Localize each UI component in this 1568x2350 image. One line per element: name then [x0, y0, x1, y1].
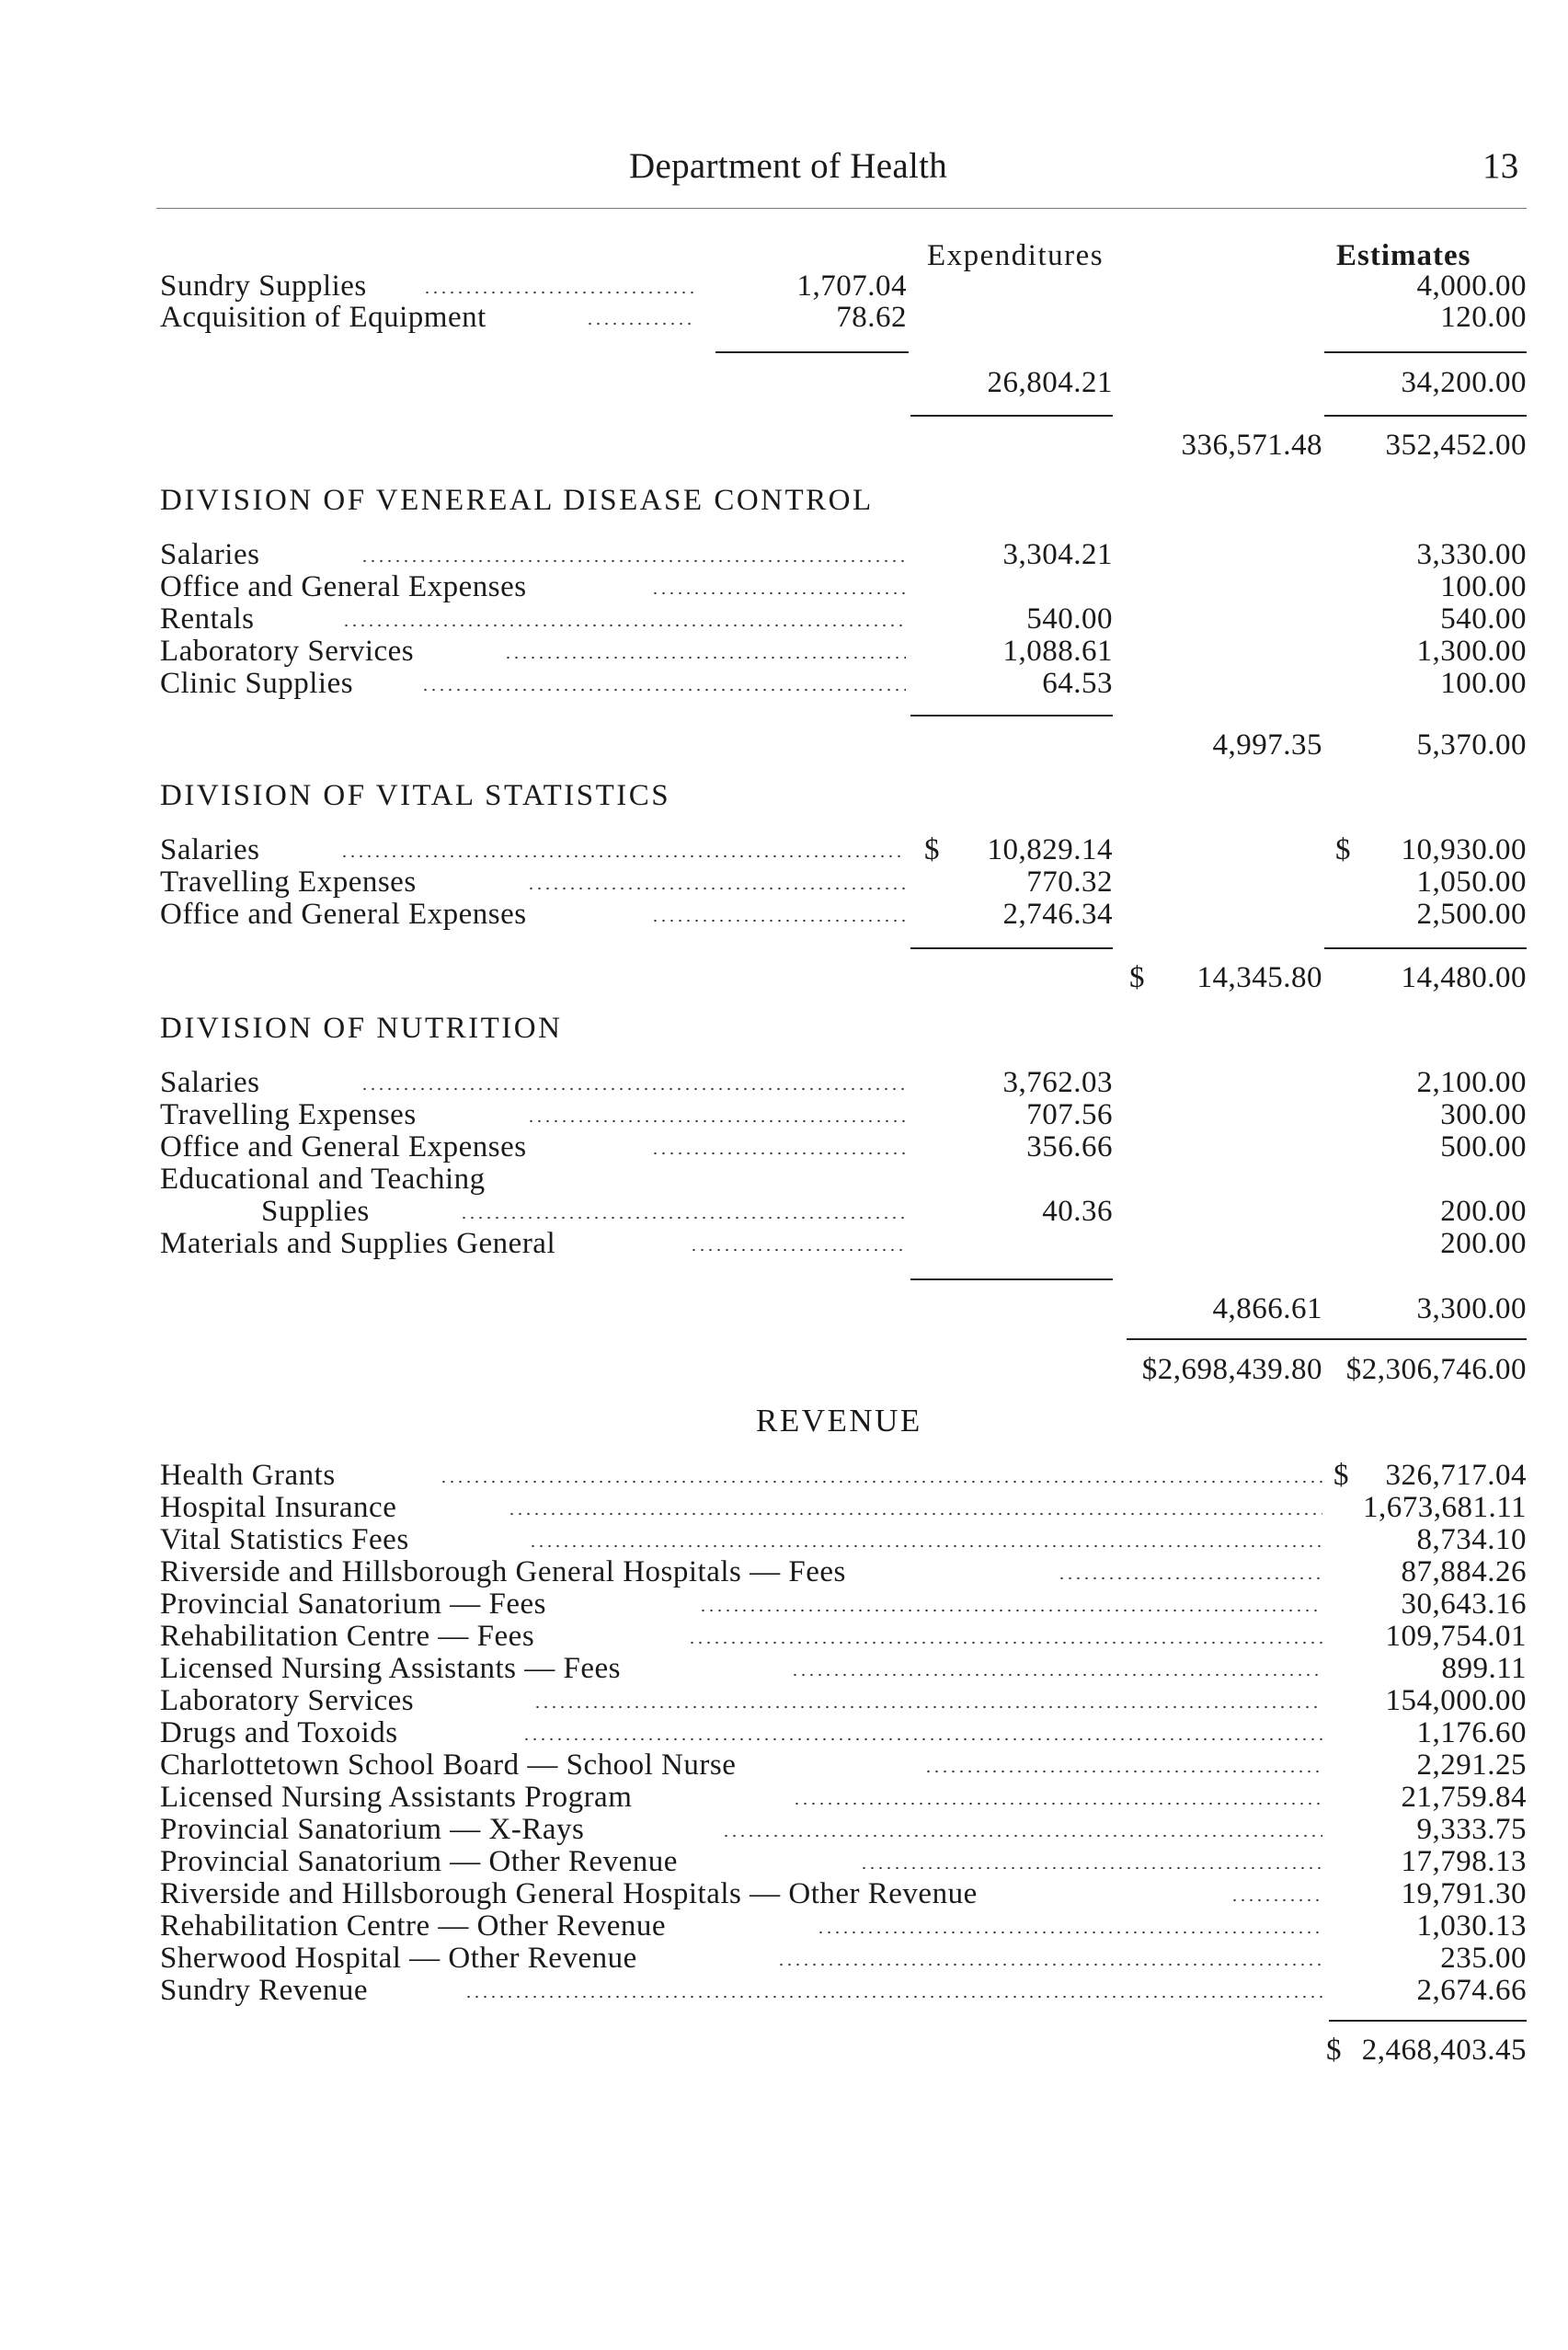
dot-leader: [651, 919, 906, 923]
grand-total-rule: [1127, 1338, 1527, 1340]
revenue-item-label: Provincial Sanatorium — Fees: [160, 1588, 547, 1621]
expenditures-column-header: Expenditures: [927, 239, 1104, 272]
line-item-label: Office and General Expenses: [160, 1130, 527, 1164]
dot-leader: [361, 1087, 906, 1091]
estimate-amount: 2,500.00: [1416, 898, 1527, 931]
subtotal-estimate: 34,200.00: [1401, 366, 1527, 399]
revenue-item-label: Licensed Nursing Assistants — Fees: [160, 1652, 621, 1685]
dot-leader: [340, 854, 906, 858]
division-title: DIVISION OF VITAL STATISTICS: [160, 779, 671, 812]
revenue-item-label: Health Grants: [160, 1459, 336, 1492]
revenue-item-label: Charlottetown School Board — School Nurse: [160, 1748, 737, 1782]
dot-leader: [817, 1931, 1322, 1934]
currency-symbol: $: [924, 833, 940, 866]
division-title: DIVISION OF NUTRITION: [160, 1012, 563, 1045]
expenditure-amount: 10,829.14: [987, 833, 1113, 866]
dot-leader: [342, 624, 906, 627]
revenue-amount: 109,754.01: [1385, 1620, 1527, 1653]
dot-leader: [924, 1770, 1322, 1773]
revenue-amount: 2,291.25: [1416, 1748, 1527, 1782]
grand-total-expenditure: $2,698,439.80: [1141, 1353, 1322, 1386]
estimate-amount: 2,100.00: [1416, 1066, 1527, 1099]
revenue-item-label: Rehabilitation Centre — Other Revenue: [160, 1909, 667, 1943]
line-item-label: Travelling Expenses: [160, 865, 417, 899]
revenue-amount: 8,734.10: [1416, 1523, 1527, 1556]
dot-leader: [791, 1673, 1322, 1677]
line-item-label: Rentals: [160, 602, 255, 636]
expenditure-amount: 64.53: [1042, 667, 1113, 700]
dot-leader: [504, 656, 906, 659]
revenue-item-label: Vital Statistics Fees: [160, 1523, 409, 1556]
expenditure-amount: 3,304.21: [1002, 538, 1113, 571]
header-rule: [156, 208, 1527, 209]
revenue-amount: 87,884.26: [1401, 1555, 1527, 1588]
total-rule: [910, 1278, 1113, 1280]
dot-leader: [688, 1641, 1322, 1645]
page-title: Department of Health: [629, 146, 948, 186]
line-item-label: Salaries: [160, 538, 260, 571]
division-total-estimate: 14,480.00: [1401, 961, 1527, 994]
estimate-amount: 1,300.00: [1416, 635, 1527, 668]
division-total-expenditure: 4,997.35: [1212, 728, 1322, 762]
estimate-amount: 4,000.00: [1416, 269, 1527, 303]
revenue-amount: 1,176.60: [1416, 1716, 1527, 1749]
sub-amount: 1,707.04: [796, 269, 907, 303]
estimate-amount: 500.00: [1440, 1130, 1527, 1164]
expenditure-amount: 3,762.03: [1002, 1066, 1113, 1099]
estimate-amount: 100.00: [1440, 667, 1527, 700]
dot-leader: [527, 887, 906, 890]
line-item-label: Office and General Expenses: [160, 570, 527, 603]
expenditure-amount: 40.36: [1042, 1195, 1113, 1228]
revenue-amount: 1,673,681.11: [1362, 1491, 1527, 1524]
division-total-estimate: 5,370.00: [1416, 728, 1527, 762]
total-rule: [910, 947, 1113, 949]
dot-leader: [440, 1480, 1322, 1484]
subtotal-expenditure: 26,804.21: [987, 366, 1113, 399]
revenue-amount: 2,674.66: [1416, 1974, 1527, 2007]
estimates-column-header: Estimates: [1336, 239, 1471, 272]
dot-leader: [529, 1544, 1322, 1548]
division-total-estimate: 352,452.00: [1385, 429, 1527, 462]
currency-symbol: $: [1129, 961, 1145, 994]
dot-leader: [508, 1512, 1322, 1516]
dot-leader: [586, 322, 696, 326]
revenue-item-label: Riverside and Hillsborough General Hospitals — Fees: [160, 1555, 846, 1588]
revenue-item-label: Riverside and Hillsborough General Hospitals — Other Revenue: [160, 1877, 978, 1910]
dot-leader: [464, 1995, 1322, 1999]
dot-leader: [460, 1216, 906, 1220]
expenditure-amount: 356.66: [1026, 1130, 1113, 1164]
line-item-label: Office and General Expenses: [160, 898, 527, 931]
revenue-item-label: Hospital Insurance: [160, 1491, 397, 1524]
estimate-amount: 10,930.00: [1401, 833, 1527, 866]
dot-leader: [651, 1152, 906, 1155]
subtotal-rule: [1324, 351, 1527, 353]
division-total-expenditure: 14,345.80: [1196, 961, 1322, 994]
dot-leader: [522, 1737, 1322, 1741]
dot-leader: [793, 1802, 1322, 1805]
division-total-estimate: 3,300.00: [1416, 1292, 1527, 1325]
line-item-label: Salaries: [160, 833, 260, 866]
dot-leader: [1058, 1576, 1322, 1580]
line-item-label: Materials and Supplies General: [160, 1227, 556, 1260]
dot-leader: [860, 1866, 1322, 1870]
revenue-item-label: Drugs and Toxoids: [160, 1716, 398, 1749]
estimate-amount: 300.00: [1440, 1098, 1527, 1131]
revenue-item-label: Provincial Sanatorium — X-Rays: [160, 1813, 585, 1846]
currency-symbol: $: [1335, 833, 1351, 866]
dot-leader: [527, 1119, 906, 1123]
sub-amount: 78.62: [836, 301, 907, 334]
estimate-amount: 120.00: [1440, 301, 1527, 334]
subtotal-rule: [715, 351, 909, 353]
estimate-amount: 200.00: [1440, 1195, 1527, 1228]
page-number: 13: [1482, 146, 1519, 186]
line-item-label: Travelling Expenses: [160, 1098, 417, 1131]
line-item-label: Sundry Supplies: [160, 269, 367, 303]
dot-leader: [421, 688, 906, 692]
revenue-amount: 19,791.30: [1401, 1877, 1527, 1910]
revenue-amount: 154,000.00: [1385, 1684, 1527, 1717]
estimate-amount: 100.00: [1440, 570, 1527, 603]
estimate-amount: 3,330.00: [1416, 538, 1527, 571]
currency-symbol: $: [1326, 2034, 1342, 2067]
line-item-label: Educational and Teaching: [160, 1163, 486, 1196]
revenue-item-label: Licensed Nursing Assistants Program: [160, 1781, 633, 1814]
revenue-amount: 326,717.04: [1385, 1459, 1527, 1492]
division-total-expenditure: 4,866.61: [1212, 1292, 1322, 1325]
currency-symbol: $: [1333, 1459, 1349, 1492]
total-rule: [1324, 415, 1527, 417]
revenue-amount: 899.11: [1441, 1652, 1527, 1685]
line-item-label: Salaries: [160, 1066, 260, 1099]
dot-leader: [651, 591, 906, 595]
expenditure-amount: 1,088.61: [1002, 635, 1113, 668]
estimate-amount: 1,050.00: [1416, 865, 1527, 899]
line-item-label: Supplies: [261, 1195, 370, 1228]
dot-leader: [690, 1248, 906, 1252]
expenditure-amount: 540.00: [1026, 602, 1113, 636]
revenue-title: REVENUE: [756, 1403, 922, 1439]
revenue-amount: 1,030.13: [1416, 1909, 1527, 1943]
revenue-amount: 30,643.16: [1401, 1588, 1527, 1621]
revenue-amount: 235.00: [1440, 1942, 1527, 1975]
line-item-label: Clinic Supplies: [160, 667, 354, 700]
total-rule: [1324, 947, 1527, 949]
revenue-item-label: Rehabilitation Centre — Fees: [160, 1620, 535, 1653]
revenue-total: 2,468,403.45: [1361, 2034, 1527, 2067]
expenditure-amount: 770.32: [1026, 865, 1113, 899]
estimate-amount: 540.00: [1440, 602, 1527, 636]
revenue-item-label: Sherwood Hospital — Other Revenue: [160, 1942, 637, 1975]
dot-leader: [777, 1963, 1322, 1966]
dot-leader: [699, 1609, 1322, 1612]
estimate-amount: 200.00: [1440, 1227, 1527, 1260]
line-item-label: Acquisition of Equipment: [160, 301, 486, 334]
revenue-total-rule: [1329, 2020, 1527, 2022]
dot-leader: [533, 1705, 1322, 1709]
dot-leader: [423, 291, 697, 294]
revenue-item-label: Sundry Revenue: [160, 1974, 369, 2007]
division-total-expenditure: 336,571.48: [1181, 429, 1322, 462]
dot-leader: [361, 559, 906, 563]
expenditure-amount: 707.56: [1026, 1098, 1113, 1131]
revenue-item-label: Laboratory Services: [160, 1684, 415, 1717]
total-rule: [910, 415, 1113, 417]
revenue-amount: 9,333.75: [1416, 1813, 1527, 1846]
grand-total-estimate: $2,306,746.00: [1345, 1353, 1527, 1386]
total-rule: [910, 715, 1113, 716]
expenditure-amount: 2,746.34: [1002, 898, 1113, 931]
revenue-amount: 21,759.84: [1401, 1781, 1527, 1814]
dot-leader: [722, 1834, 1322, 1838]
division-title: DIVISION OF VENEREAL DISEASE CONTROL: [160, 484, 874, 517]
revenue-amount: 17,798.13: [1401, 1845, 1527, 1878]
dot-leader: [1230, 1898, 1322, 1902]
revenue-item-label: Provincial Sanatorium — Other Revenue: [160, 1845, 678, 1878]
line-item-label: Laboratory Services: [160, 635, 415, 668]
